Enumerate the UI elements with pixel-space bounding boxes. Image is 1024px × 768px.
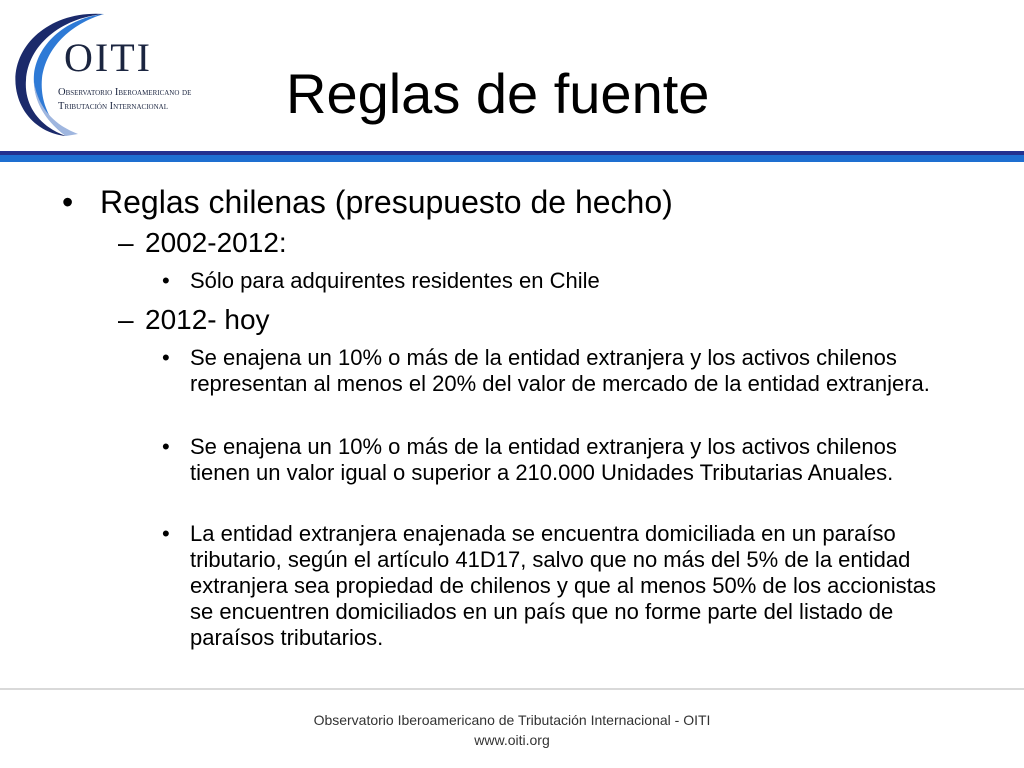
list-item (162, 345, 962, 397)
period-label: 2002-2012: (145, 227, 287, 258)
list-item (162, 521, 962, 651)
logo-subtitle (58, 86, 191, 114)
logo-wordmark: OITI (64, 35, 152, 80)
footer-divider (0, 688, 1024, 690)
dash-icon: – (118, 227, 134, 258)
footer-organization: Observatorio Iberoamericano de Tributación Internacional - OITI (313, 712, 711, 728)
bullet-icon: • (162, 434, 170, 459)
period-label: 2012- hoy (145, 304, 270, 335)
dash-icon: – (118, 304, 134, 335)
logo-subtitle-line1: Observatorio Iberoamericano de (58, 87, 192, 98)
bullet-icon: • (62, 184, 74, 220)
logo-subtitle-line2: Tributación Internacional (58, 101, 168, 112)
oiti-logo (8, 8, 240, 140)
heading-text: Reglas chilenas (presupuesto de hecho) (100, 184, 673, 220)
header-rule-light (0, 155, 1024, 162)
bullet-icon: • (162, 521, 170, 546)
list-item-text: Se enajena un 10% o más de la entidad extranjera y los activos chilenos tienen un valor igual o superior a 210.000 Unidades Tributarias Anuales. (190, 434, 897, 485)
list-item-text: Sólo para adquirentes residentes en Chile (190, 268, 600, 293)
slide-title: Reglas de fuente (286, 62, 710, 125)
footer-url: www.oiti.org (474, 732, 550, 748)
list-item-text: Se enajena un 10% o más de la entidad extranjera y los activos chilenos representan al menos el 20% del valor de mercado de la entidad extranjera. (190, 345, 930, 396)
bullet-icon: • (162, 345, 170, 370)
list-item (162, 434, 962, 486)
list-item-text: La entidad extranjera enajenada se encuentra domiciliada en un paraíso tributario, según el artículo 41D17, salvo que no más del 5% de la entidad extranjera sea propiedad de chilenos y que al menos 50% de los accionistas se encuentren domiciliados en un país que no forme parte del listado de paraísos tributarios. (190, 521, 937, 650)
list-item (162, 268, 962, 294)
bullet-icon: • (162, 268, 170, 293)
